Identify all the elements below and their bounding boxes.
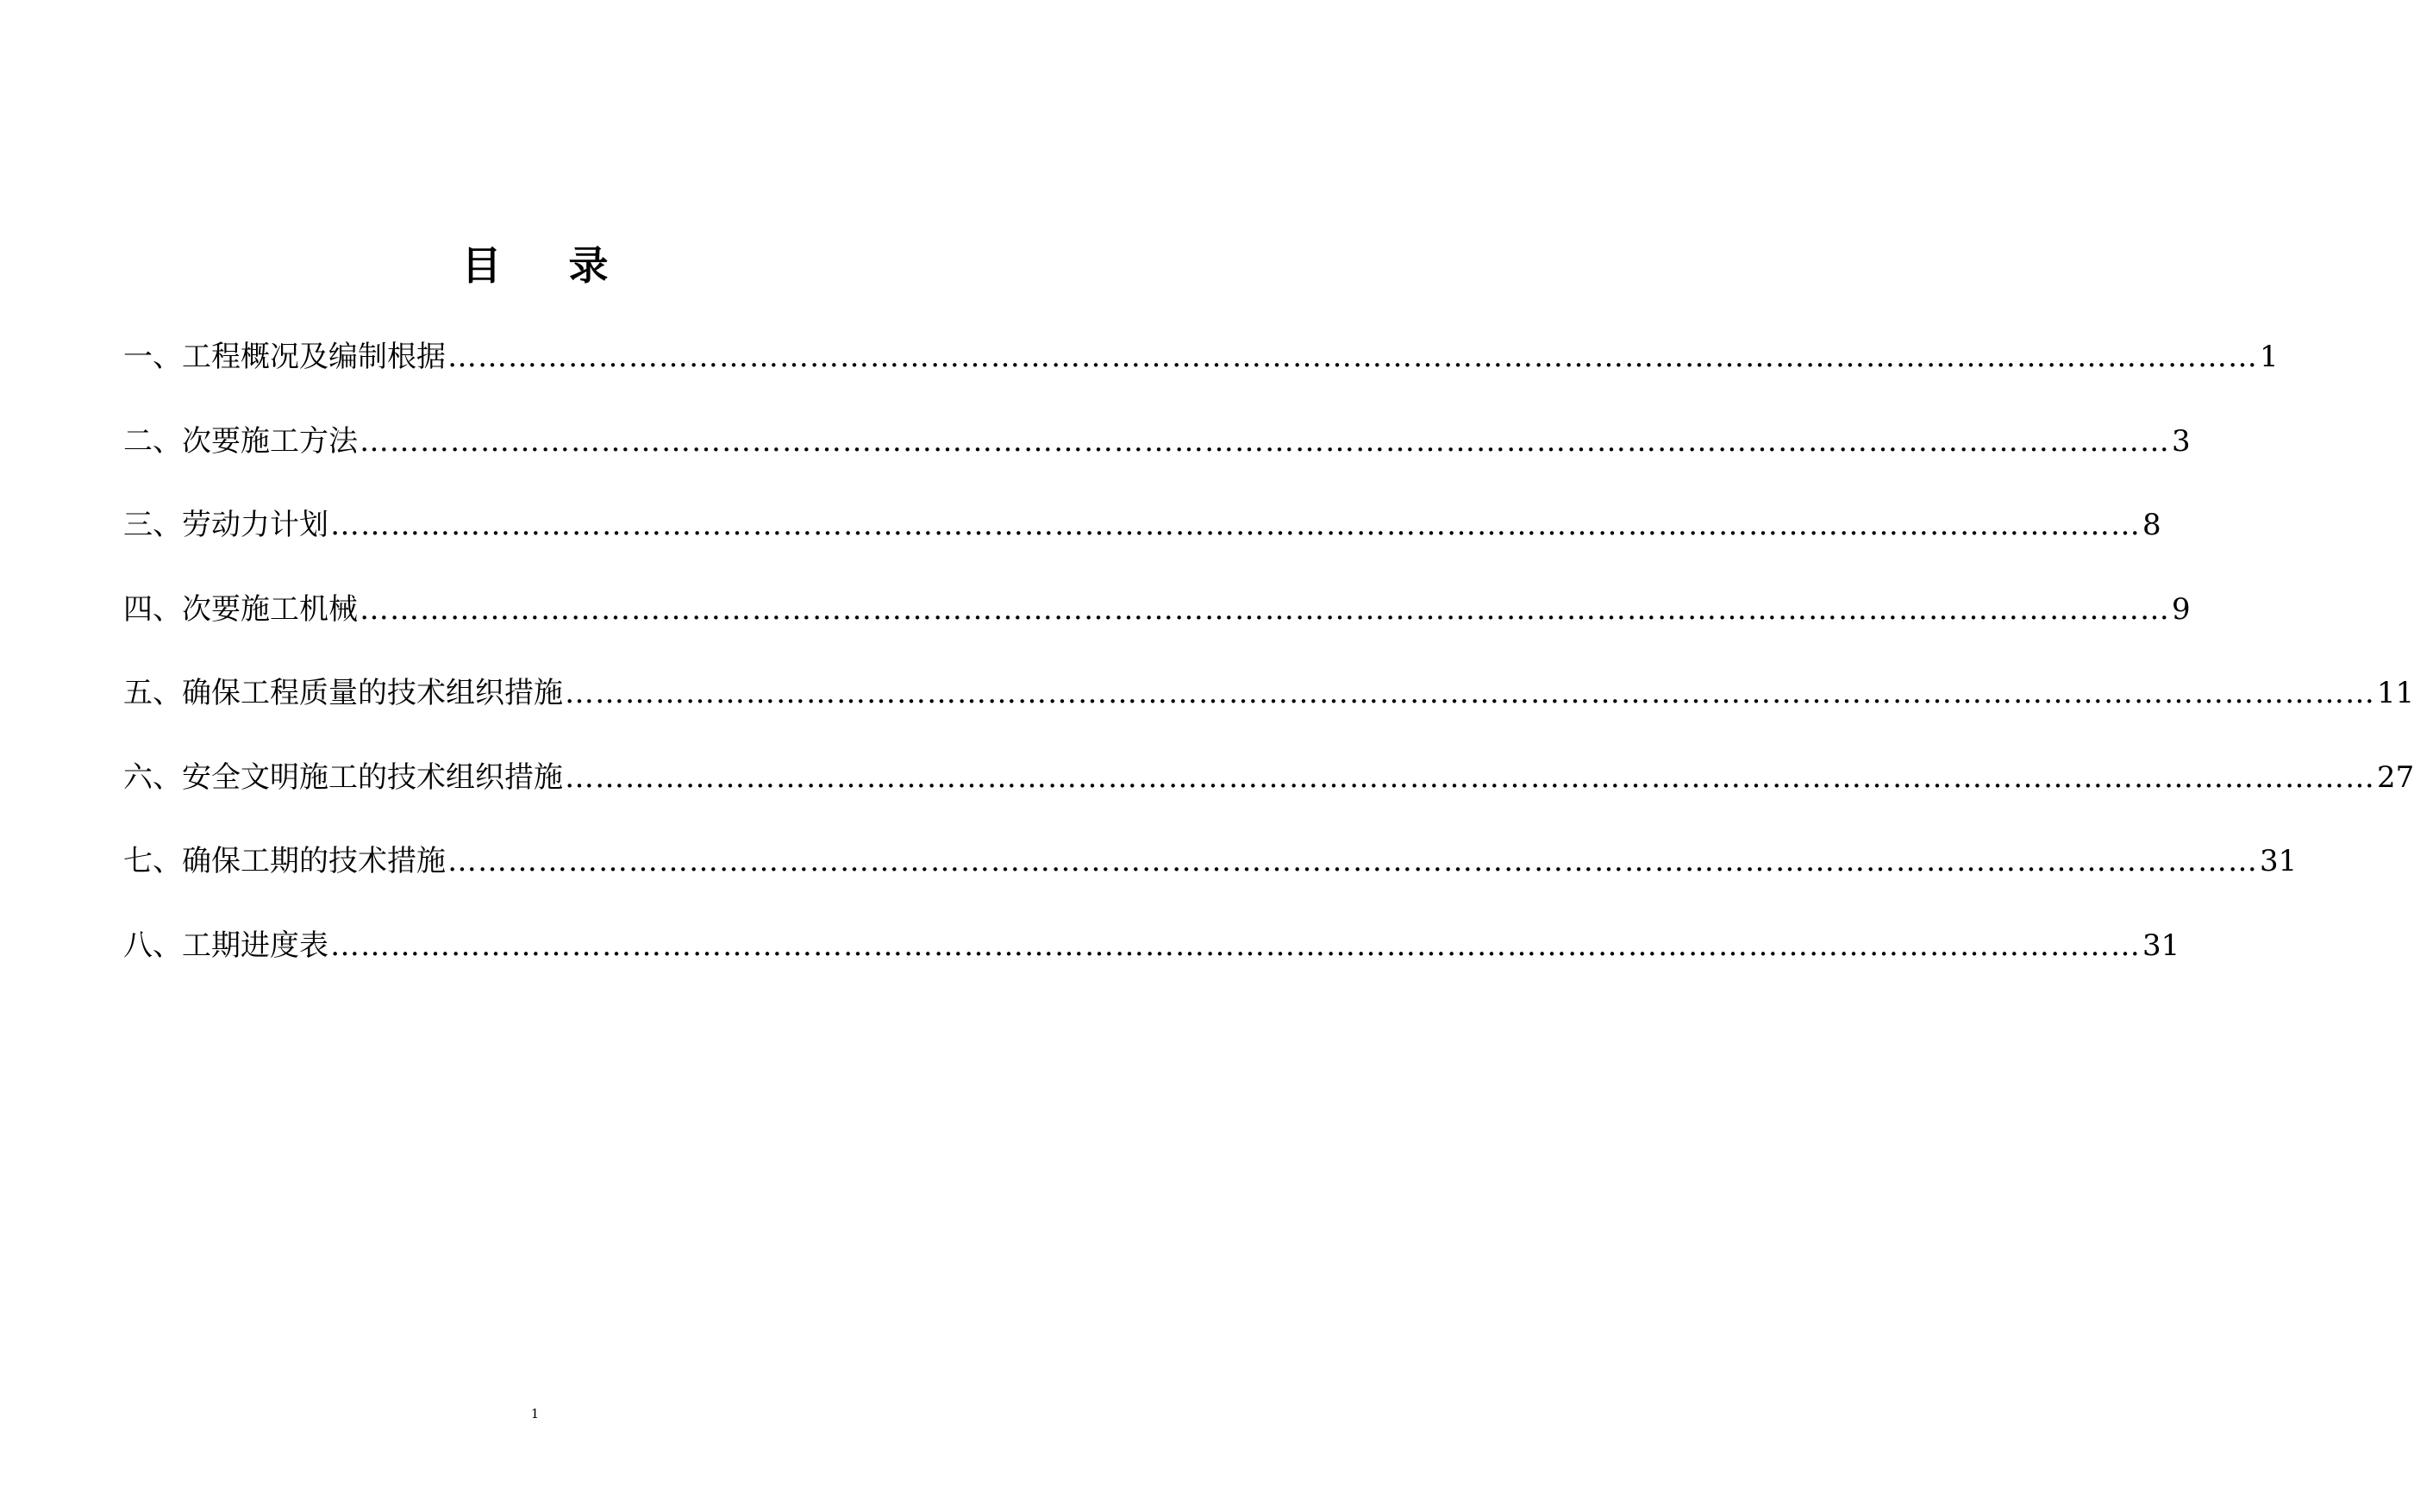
toc-entry[interactable] (123, 757, 2414, 841)
toc-entry-title: 确保工程质量的技术组织措施 (182, 676, 563, 710)
toc-entry-separator: 、 (153, 508, 182, 542)
toc-entry-page: 8 (2142, 508, 2161, 542)
toc-entry-page: 27 (2377, 759, 2414, 795)
toc-entry-page: 31 (2260, 844, 2298, 878)
dot-leader: ……………………………………………………………………………………………………………………………………………………………… (447, 844, 2258, 878)
toc-entry[interactable] (123, 421, 2191, 505)
page-number: 1 (530, 1406, 540, 1421)
toc-entry-separator: 、 (153, 759, 182, 795)
toc-entry-number: 七 (123, 844, 153, 878)
toc-entry-number: 五 (123, 676, 153, 710)
toc-entry-page: 9 (2172, 591, 2191, 627)
toc-entry[interactable] (123, 336, 2279, 421)
toc-entry-number: 六 (123, 759, 153, 795)
toc-entry-title: 工程概况及编制根据 (182, 340, 446, 374)
dot-leader: ……………………………………………………………………………………………………………………………………………………………… (360, 423, 2170, 459)
toc-entry-separator: 、 (153, 340, 182, 374)
toc-entry[interactable] (123, 504, 2161, 589)
toc-title: 目录 (461, 242, 676, 289)
toc-entry-separator: 、 (153, 423, 182, 459)
toc-entry-title: 安全文明施工的技术组织措施 (182, 759, 563, 795)
toc-entry[interactable] (123, 840, 2298, 925)
dot-leader: ……………………………………………………………………………………………………………………………………………………………… (330, 508, 2141, 542)
dot-leader: ……………………………………………………………………………………………………………………………………………………………… (360, 591, 2170, 627)
toc-entry-page: 11 (2377, 676, 2414, 710)
dot-leader: ……………………………………………………………………………………………………………………………………………………………… (330, 928, 2141, 963)
toc-entry[interactable] (123, 589, 2191, 673)
dot-leader: ……………………………………………………………………………………………………………………………………………………………… (565, 676, 2375, 710)
toc-entry-title: 劳动力计划 (182, 508, 328, 542)
toc-entry-page: 1 (2260, 340, 2279, 374)
toc-entry-page: 31 (2142, 928, 2180, 963)
toc-entry-separator: 、 (153, 591, 182, 627)
toc-entry-number: 一 (123, 340, 153, 374)
toc-entry-number: 二 (123, 423, 153, 459)
table-of-contents (123, 336, 2414, 1009)
toc-entry-number: 四 (123, 591, 153, 627)
toc-entry-title: 工期进度表 (182, 928, 328, 963)
toc-entry-title: 确保工期的技术措施 (182, 844, 446, 878)
toc-entry-number: 八 (123, 928, 153, 963)
toc-entry-title: 次要施工方法 (182, 423, 358, 459)
dot-leader: ……………………………………………………………………………………………………………………………………………………………… (447, 340, 2258, 374)
toc-entry-separator: 、 (153, 676, 182, 710)
toc-entry-separator: 、 (153, 844, 182, 878)
toc-entry-title: 次要施工机械 (182, 591, 358, 627)
toc-entry-page: 3 (2172, 423, 2191, 459)
toc-entry-number: 三 (123, 508, 153, 542)
toc-entry-separator: 、 (153, 928, 182, 963)
toc-entry[interactable] (123, 672, 2414, 757)
toc-entry[interactable] (123, 925, 2180, 1009)
dot-leader: ……………………………………………………………………………………………………………………………………………………………… (565, 759, 2375, 795)
